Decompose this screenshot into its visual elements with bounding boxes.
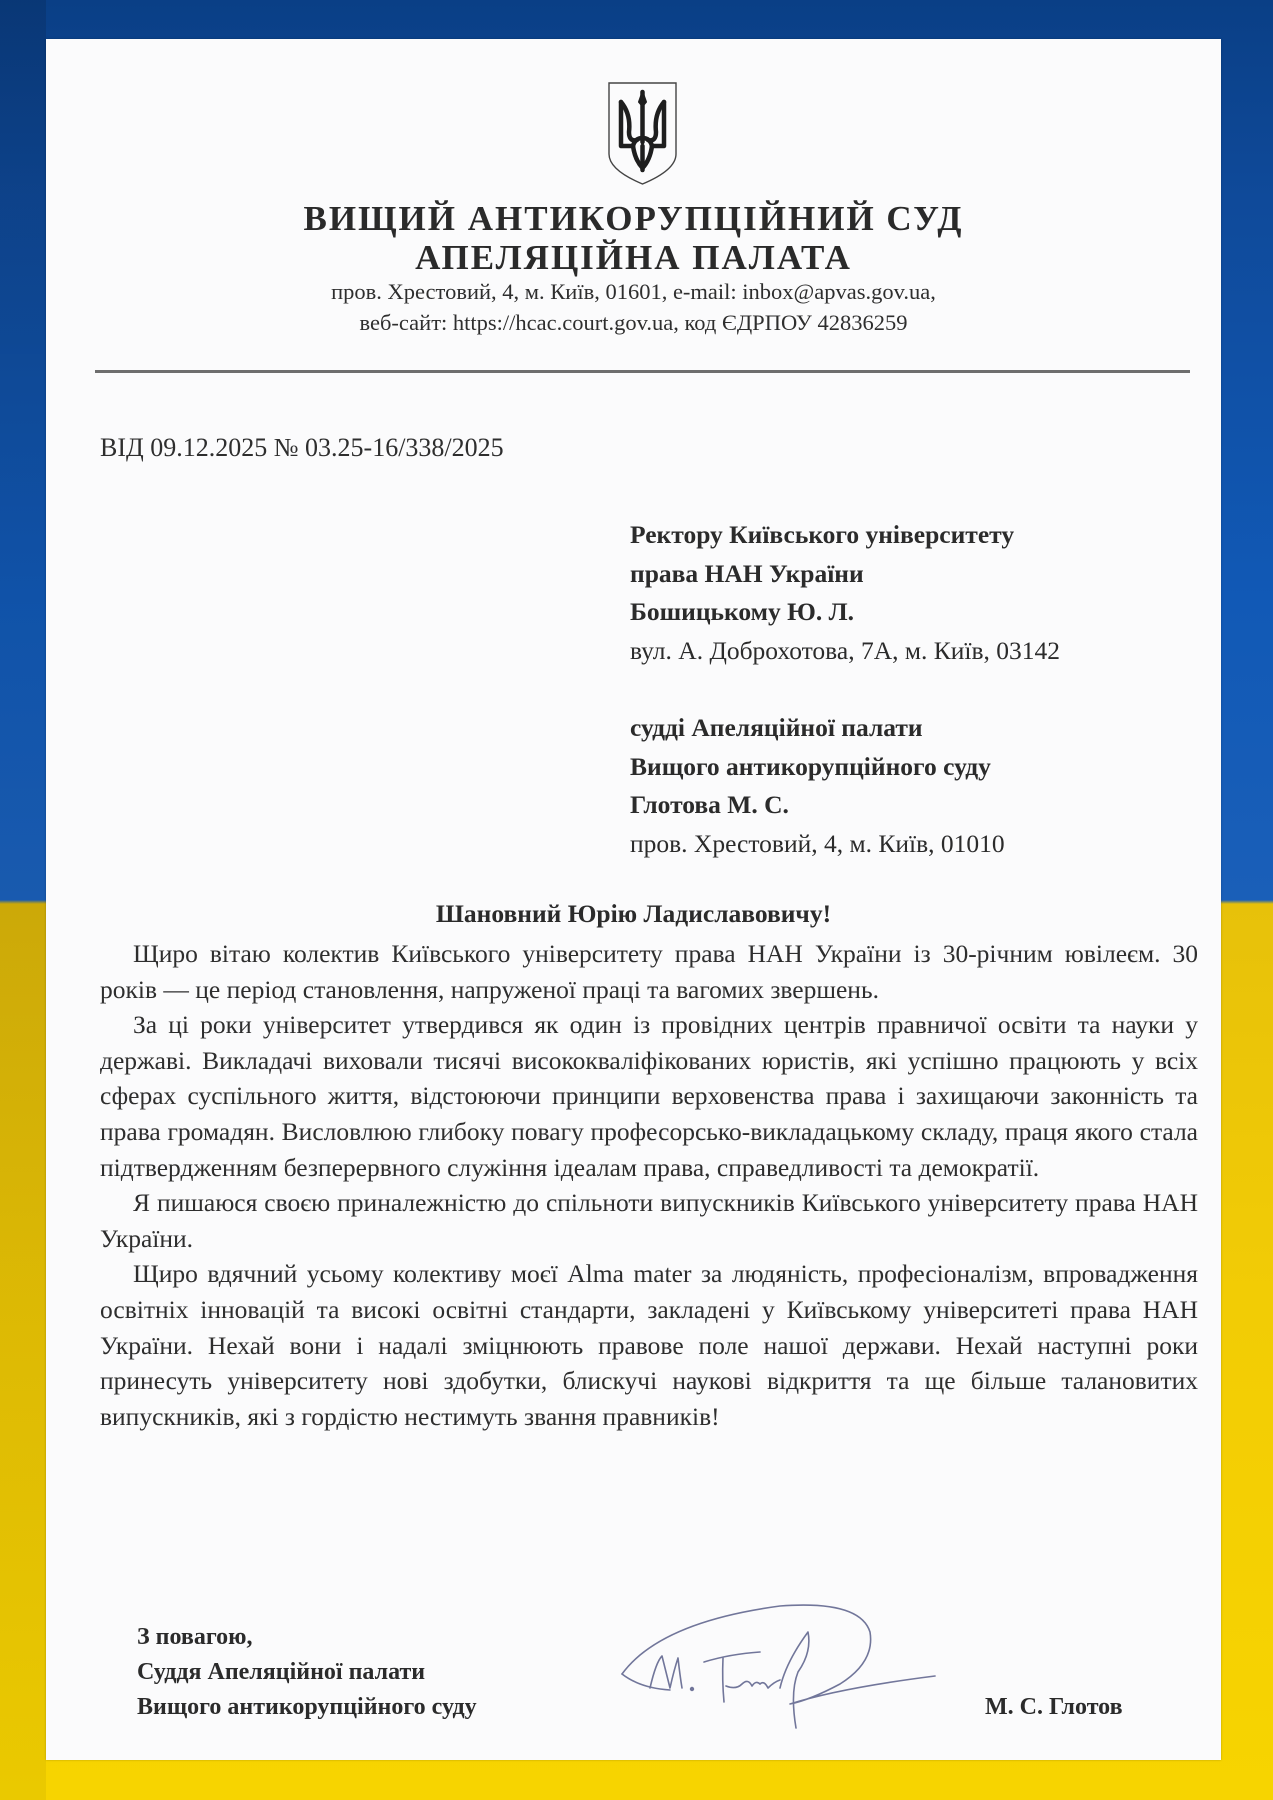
signer-title: Суддя Апеляційної палати — [137, 1659, 426, 1685]
handwritten-signature — [600, 1592, 940, 1742]
ukraine-trident-coat-of-arms-icon — [605, 80, 680, 186]
signer-name: М. С. Глотов — [985, 1694, 1123, 1720]
letter-body — [100, 936, 1198, 1434]
body-paragraph: Я пишаюся своєю приналежністю до спільноти випускників Київського університету права НАН України. — [100, 1188, 1198, 1253]
body-paragraph: Щиро вдячний усьому колективу моєї Alma mater за людяність, професіоналізм, впровадження освітніх інновацій та високі освітні стандарти, закладені у Київському університеті права НАН України. Нехай вони і надалі зміцнюють правове поле нашої держави. Нехай наступні роки принесуть університету нові здобутки, блискучі наукові відкриття та ще більше талановитих випускників, які з гордістю нестимуть звання правників! — [100, 1259, 1198, 1431]
signer-organization: Вищого антикорупційного суду — [137, 1694, 477, 1720]
body-paragraph: Щиро вітаю колектив Київського університету права НАН України із 30-річним ювілеєм. 30 років — це період становлення, напруженої праці та вагомих звершень. — [100, 939, 1198, 1004]
recipient-block-rector — [630, 516, 1060, 670]
recipient-block-judge — [630, 709, 1005, 863]
letterhead-website: веб-сайт: https://hcac.court.gov.ua, код ЄДРПОУ 42836259 — [359, 310, 908, 335]
recipient-line: Глотова М. С. — [630, 790, 789, 819]
body-paragraph: За ці роки університет утвердився як один із провідних центрів правничої освіти та науки у державі. Викладачі виховали тисячі висококваліфікованих юристів, які успішно працюють у всіх сферах суспільного життя, відстоюючи принципи верховенства права і захищаючи законність та права громадян. Висловлюю глибоку повагу професорсько-викладацькому складу, праця якого стала підтвердженням безперервного служіння ідеалам права, справедливості та демократії. — [100, 1010, 1198, 1182]
recipient-line: судді Апеляційної палати — [630, 713, 923, 742]
court-name-title: ВИЩИЙ АНТИКОРУПЦІЙНИЙ СУД — [303, 199, 964, 238]
letterhead-divider — [95, 370, 1190, 373]
recipient-line: Вищого антикорупційного суду — [630, 751, 991, 781]
recipient-address: пров. Хрестовий, 4, м. Київ, 01010 — [630, 828, 1005, 858]
chamber-name-title: АПЕЛЯЦІЙНА ПАЛАТА — [415, 238, 852, 277]
closing-block — [137, 1620, 477, 1725]
closing-regards: З повагою, — [137, 1624, 253, 1650]
recipient-address: вул. А. Доброхотова, 7А, м. Київ, 03142 — [630, 635, 1061, 665]
letter-page — [46, 39, 1221, 1760]
flag-background — [0, 0, 46, 1800]
recipient-line: Ректору Київського університету — [630, 520, 1015, 549]
letterhead-address: пров. Хрестовий, 4, м. Київ, 01601, e-mail: inbox@apvas.gov.ua, — [331, 279, 936, 304]
recipient-line: права НАН України — [630, 558, 864, 588]
recipient-line: Бошицькому Ю. Л. — [630, 597, 854, 626]
document-reference-number: ВІД 09.12.2025 № 03.25-16/338/2025 — [100, 433, 504, 462]
salutation: Шановний Юрію Ладиславовичу! — [435, 899, 832, 928]
